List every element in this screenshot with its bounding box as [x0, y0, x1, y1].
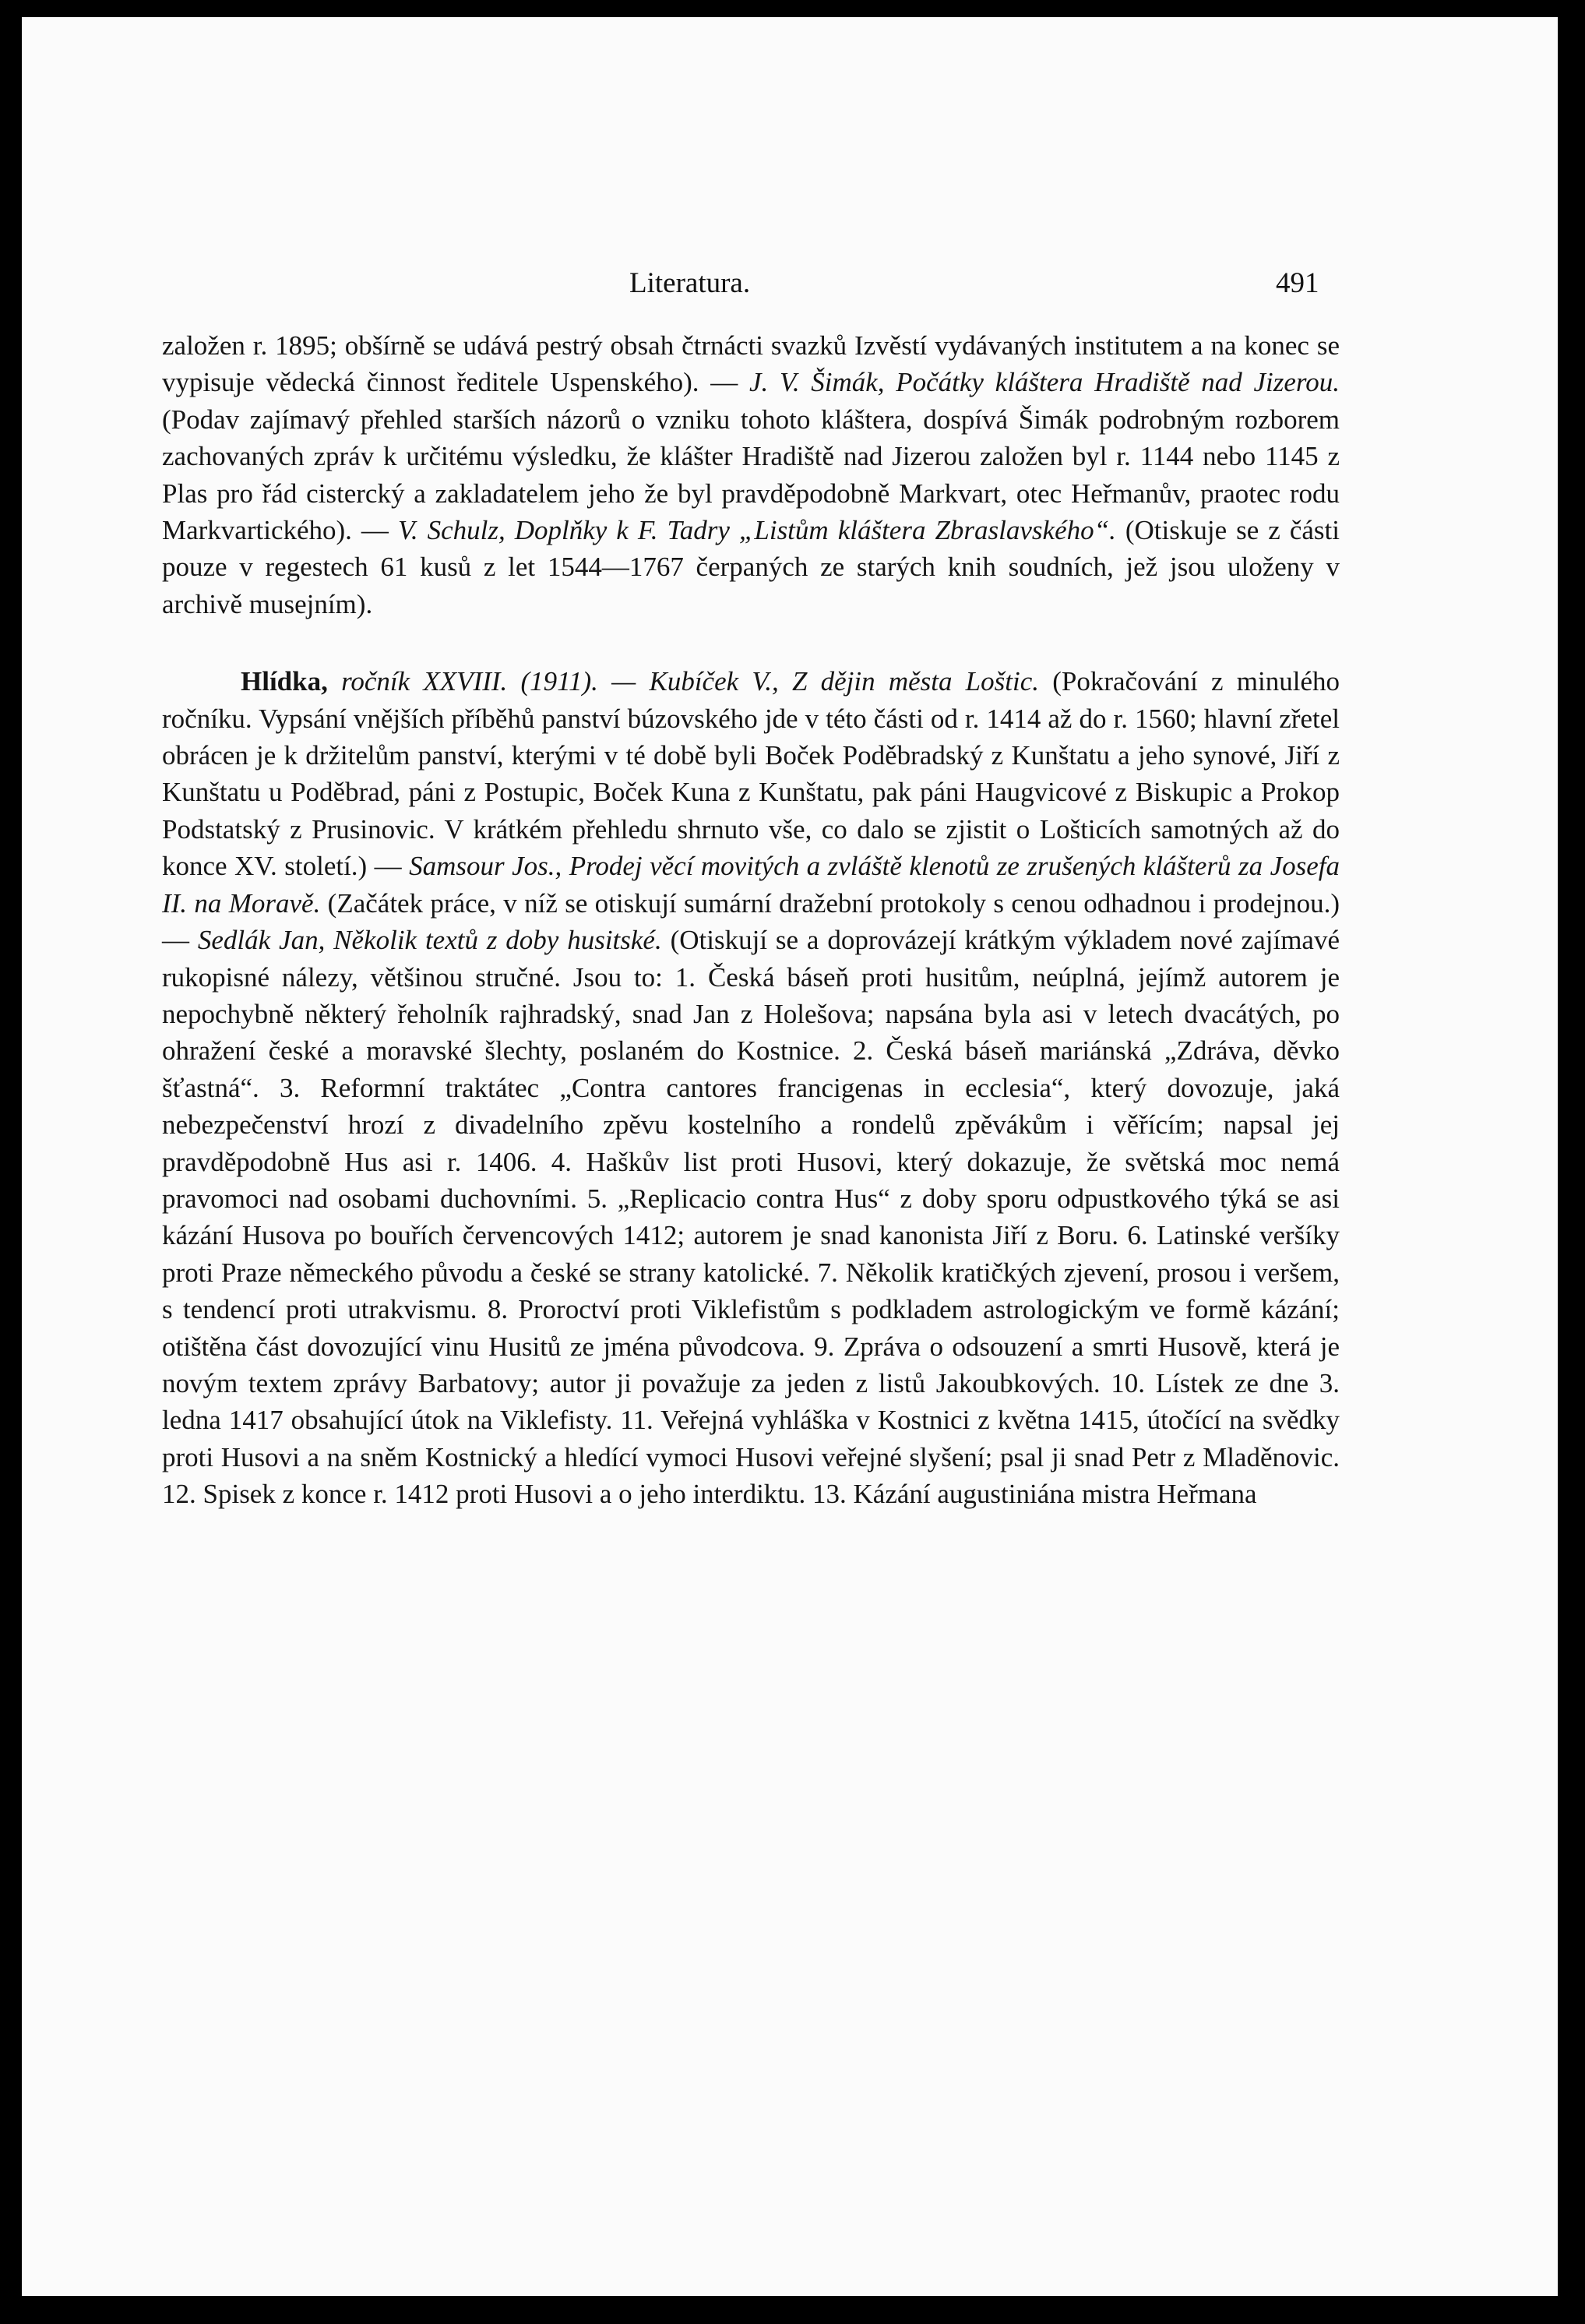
- p2-citation-samsour: Samsour Jos., Prodej věcí movitých a zvláště klenotů ze zrušených klášterů za Josefa II. na Moravě.: [162, 851, 1340, 919]
- p2-text-1: (Pokračování z minulého ročníku. Vypsání vnějších příběhů panství búzovského jde v této části od r. 1414 až do r. 1560; hlavní zřetel obrácen je k držitelům panství, kterými v té době byli Boček Poděbradský z Kunštatu a jeho synové, Jiří z Kunštatu u Poděbrad, páni z Postupic, Boček Kuna z Kunštatu, pak páni Haugvicové z Biskupic a Prokop Podstatský z Prusinovic. V krátkém přehledu shrnuto vše, co dalo se zjistit o Lošticích samotných až do konce XV. století.) —: [162, 666, 1340, 882]
- p2-citation-kubicek: ročník XXVIII. (1911). — Kubíček V., Z dějin města Loštic.: [327, 666, 1040, 697]
- paragraph-2: [162, 663, 1340, 1512]
- section-title: Literatura.: [629, 267, 751, 299]
- p2-citation-sedlak: Sedlák Jan, Několik textů z doby husitské.: [197, 925, 662, 956]
- p1-text-2: (Podav zajímavý přehled starších názorů o vzniku tohoto kláštera, dospívá Šimák podrobným rozborem zachovaných zpráv k určitému výsledku, že klášter Hradiště nad Jizerou založen byl r. 1144 nebo 1145 z Plas pro řád cistercký a zakladatelem jeho že byl pravděpodobně Markvart, otec Heřmanův, praotec rodu Markvartického). —: [162, 404, 1340, 546]
- p2-text-2: (Začátek práce, v níž se otiskují sumární dražební protokoly s cenou odhadnou i prodejnou.) —: [162, 887, 1340, 956]
- page-number: 491: [1276, 267, 1319, 299]
- p2-journal-name: Hlídka,: [241, 666, 328, 697]
- body-text: [162, 327, 1340, 1513]
- p1-text-1: založen r. 1895; obšírně se udává pestrý obsah čtrnácti svazků Izvěstí vydávaných institutem a na konec se vypisuje vědecká činnost ředitele Uspenského). —: [162, 330, 1340, 398]
- paragraph-1: [162, 327, 1340, 622]
- p1-text-3: (Otiskuje se z části pouze v regestech 61 kusů z let 1544—1767 čerpaných ze starých knih soudních, jež jsou uloženy v archivě musejním).: [162, 515, 1340, 619]
- p1-citation-schulz: V. Schulz, Doplňky k F. Tadry „Listům kláštera Zbraslavského“.: [397, 515, 1116, 546]
- p1-citation-simak: J. V. Šimák, Počátky kláštera Hradiště nad Jizerou.: [748, 367, 1340, 398]
- p2-text-3: (Otiskují se a doprovázejí krátkým výkladem nové zajímavé rukopisné nálezy, většinou stručné. Jsou to: 1. Česká báseň proti husitům, neúplná, jejímž autorem je nepochybně některý řeholník rajhradský, snad Jan z Holešova; napsána byla asi v letech dvacátých, po ohražení české a moravské šlechty, poslaném do Kostnice. 2. Česká báseň mariánská „Zdráva, děvko šťastná“. 3. Reformní traktátec „Contra cantores francigenas in ecclesia“, který dovozuje, jaká nebezpečenství hrozí z divadelního zpěvu kostelního a rondelů zpěvákům i věřícím; napsal jej pravděpodobně Hus asi r. 1406. 4. Haškův list proti Husovi, který dokazuje, že světská moc nemá pravomoci nad osobami duchovními. 5. „Replicacio contra Hus“ z doby sporu odpustkového týká se asi kázání Husova po bouřích červencových 1412; autorem je snad kanonista Jiří z Boru. 6. Latinské veršíky proti Praze německého původu a české se strany katolické. 7. Několik kratičkých zjevení, prosou i veršem, s tendencí proti utrakvismu. 8. Proroctví proti Viklefistům s podkladem astrologickým ve formě kázání; otištěna část dovozující vinu Husitů ze jména původcova. 9. Zpráva o odsouzení a smrti Husově, která je novým textem zprávy Barbatovy; autor ji považuje za jeden z listů Jakoubkových. 10. Lístek ze dne 3. ledna 1417 obsahující útok na Viklefisty. 11. Veřejná vyhláška v Kostnici z května 1415, útočící na svědky proti Husovi a na sněm Kostnický a hledící vymoci Husovi veřejné slyšení; psal ji snad Petr z Mladěnovic. 12. Spisek z konce r. 1412 proti Husovi a o jeho interdiktu. 13. Kázání augustiniána mistra Heřmana: [162, 925, 1340, 1510]
- scanned-page: [22, 17, 1558, 2296]
